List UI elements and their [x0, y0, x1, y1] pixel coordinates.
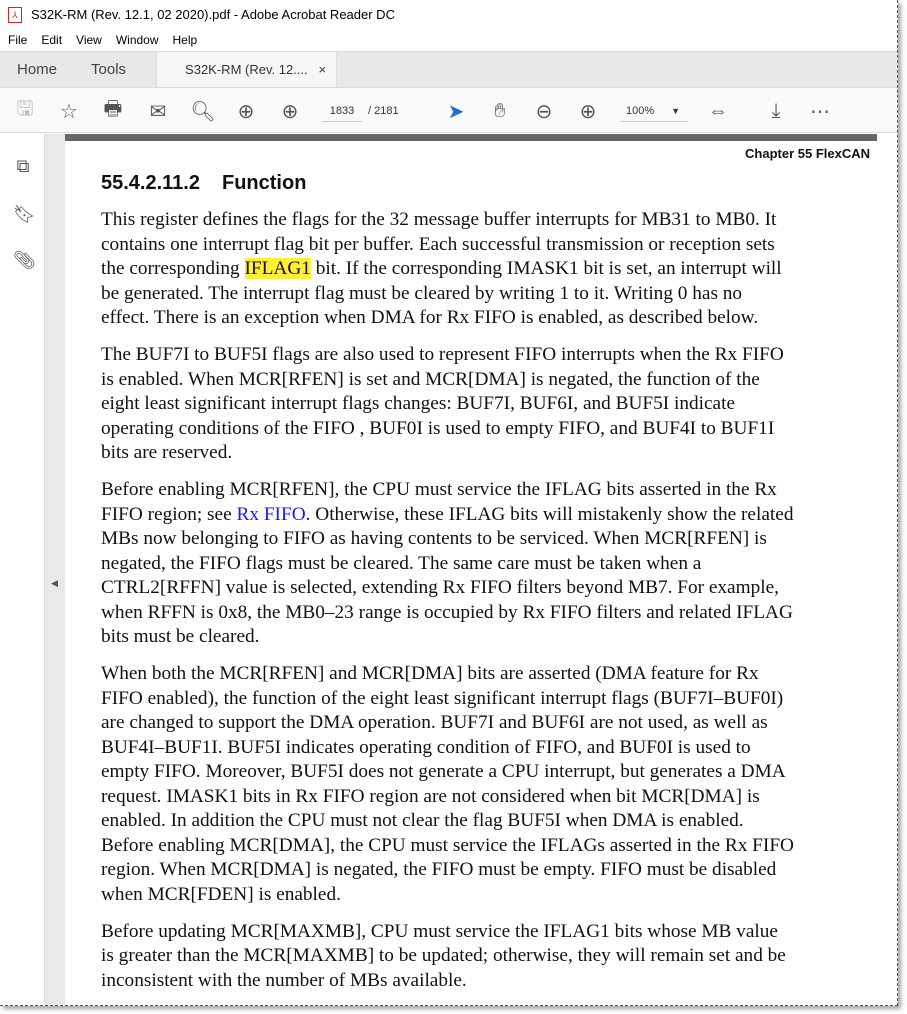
text-line	[101, 662, 891, 687]
text-line	[101, 625, 891, 650]
zoom-level-value: 100%	[626, 105, 655, 117]
text-line	[101, 883, 891, 908]
collapse-arrow-icon[interactable]: ◀	[51, 578, 58, 588]
select-cursor-icon[interactable]: ➤	[447, 100, 465, 123]
text-line	[101, 392, 891, 417]
text-line	[101, 944, 891, 969]
paragraph	[101, 920, 891, 994]
text: The BUF7I to BUF5I flags are also used to represent FIFO interrupts when the Rx FIFO	[101, 344, 784, 365]
toolbar	[0, 87, 897, 133]
text-line	[101, 711, 891, 736]
tab-tools[interactable]: Tools	[91, 61, 127, 78]
text-line	[101, 368, 891, 393]
scroll-mode-icon[interactable]: ⤓	[771, 99, 781, 122]
text-line	[101, 834, 891, 859]
text-line	[101, 441, 891, 466]
text-line	[101, 417, 891, 442]
text: operating conditions of the FIFO , BUF0I is used to empty FIFO, and BUF4I to BUF1I	[101, 417, 775, 439]
text: BUF4I–BUF1I. BUF5I indicates operating condition of FIFO, and BUF0I is used to	[101, 736, 751, 758]
chapter-header: Chapter 55 FlexCAN	[745, 146, 870, 161]
zoom-out-icon[interactable]: ⊖	[535, 100, 553, 123]
text: inconsistent with the number of MBs available.	[101, 969, 467, 991]
tab-home[interactable]: Home	[17, 61, 58, 78]
more-tools-icon[interactable]: ⋯	[810, 100, 830, 123]
text-line	[101, 736, 891, 761]
page-total: / 2181	[368, 105, 399, 117]
save-icon[interactable]: 🖫	[16, 98, 34, 120]
text: the corresponding	[101, 258, 245, 279]
paragraph	[101, 208, 891, 331]
text: bits must be cleared.	[101, 626, 260, 647]
menu-help[interactable]: Help	[172, 33, 198, 47]
page-header-bar	[65, 134, 877, 141]
text-line	[101, 478, 891, 503]
text: when MCR[FDEN] is enabled.	[101, 883, 341, 905]
text: Before enabling MCR[DMA], the CPU must service the IFLAGs asserted in the Rx FIFO	[101, 834, 794, 856]
text-line	[101, 527, 891, 552]
text: region. When MCR[DMA] is negated, the FIFO must be empty. FIFO must be disabled	[101, 859, 777, 880]
zoom-in-icon[interactable]: ⊕	[579, 100, 597, 123]
text: negated, the FIFO flags must be cleared. The same care must be taken when a	[101, 552, 702, 574]
section-title: Function	[221, 172, 307, 194]
text: bit. If the corresponding IMASK1 bit is set, an interrupt will	[310, 258, 782, 279]
fit-page-icon[interactable]: ⇔	[708, 99, 728, 122]
tab-bar	[0, 51, 897, 87]
text: request. IMASK1 bits in Rx FIFO region are not considered when bit MCR[DMA] is	[101, 785, 760, 807]
text: enabled. In addition the CPU must not clear the flag BUF5I when DMA is enabled.	[101, 810, 744, 831]
next-page-icon[interactable]: ⊕	[281, 100, 299, 123]
text-line	[101, 343, 891, 368]
chevron-down-icon: ▼	[671, 106, 680, 116]
text-line	[101, 503, 891, 528]
text: eight least significant interrupt flags changes: BUF7I, BUF6I, and BUF5I indicate	[101, 393, 736, 414]
text: CTRL2[RFFN] value is selected, extending Rx FIFO filters beyond MB7. For example,	[101, 577, 779, 598]
tab-document-label: S32K-RM (Rev. 12....	[185, 62, 308, 77]
page-number-input[interactable]: 1833	[322, 100, 362, 122]
bookmarks-icon[interactable]: 🔖︎	[13, 204, 36, 224]
attachments-icon[interactable]: 📎︎	[13, 250, 36, 270]
title-bar	[0, 0, 897, 29]
text-line	[101, 920, 891, 945]
menu-window[interactable]: Window	[115, 33, 159, 47]
navigation-pane	[0, 134, 45, 1006]
email-icon[interactable]: ✉	[149, 100, 167, 123]
text-line	[101, 785, 891, 810]
paragraph	[101, 478, 891, 650]
text: Before updating MCR[MAXMB], CPU must service the IFLAG1 bits whose MB value	[101, 920, 778, 942]
window-title: S32K-RM (Rev. 12.1, 02 2020).pdf - Adobe Acrobat Reader DC	[31, 7, 395, 22]
pane-collapse-strip[interactable]	[45, 134, 65, 1006]
text-line	[101, 208, 891, 233]
cross-reference-link[interactable]: Rx FIFO	[236, 503, 306, 525]
text-line	[101, 809, 891, 834]
text: FIFO enabled), the function of the eight least significant interrupt flags (BUF7I–BUF0I)	[101, 687, 784, 709]
text-line	[101, 552, 891, 577]
text: when RFFN is 0x8, the MB0–23 range is occupied by Rx FIFO filters and related IFLAG	[101, 601, 793, 623]
text-line	[101, 760, 891, 785]
bookmark-star-icon[interactable]: ☆	[60, 100, 78, 123]
text-line	[101, 576, 891, 601]
text: FIFO region; see	[101, 503, 237, 525]
search-icon[interactable]: 🔍︎	[190, 100, 216, 123]
text: bits are reserved.	[101, 442, 233, 463]
search-highlight: IFLAG1	[244, 258, 311, 279]
text-line	[101, 858, 891, 883]
tab-document[interactable]	[156, 52, 337, 87]
previous-page-icon[interactable]: ⊕	[237, 100, 255, 123]
text-line	[101, 687, 891, 712]
text-line	[101, 969, 891, 994]
print-icon[interactable]: 🖶	[103, 98, 123, 120]
menu-bar	[0, 29, 897, 51]
text: MBs now belonging to FIFO as having contents to be serviced. When MCR[RFEN] is	[101, 528, 767, 549]
text-line	[101, 601, 891, 626]
text: are changed to support the DMA operation. BUF7I and BUF6I are not used, as well as	[101, 712, 768, 733]
text: is enabled. When MCR[RFEN] is set and MCR[DMA] is negated, the function of the	[101, 368, 760, 390]
text-line	[101, 306, 891, 331]
text: effect. There is an exception when DMA for Rx FIFO is enabled, as described below.	[101, 307, 759, 328]
text: empty FIFO. Moreover, BUF5I does not generate a CPU interrupt, but generates a DMA	[101, 761, 786, 782]
zoom-level-select[interactable]	[620, 100, 688, 122]
text-line	[101, 282, 891, 307]
text: is greater than the MCR[MAXMB] to be updated; otherwise, they will remain set and be	[101, 945, 786, 966]
pdf-app-icon: ⅄	[8, 7, 22, 23]
paragraph	[101, 343, 891, 466]
section-heading	[101, 172, 306, 195]
section-number: 55.4.2.11.2	[101, 172, 200, 194]
text: When both the MCR[RFEN] and MCR[DMA] bits are asserted (DMA feature for Rx	[101, 663, 759, 684]
close-tab-icon[interactable]: ×	[318, 62, 327, 77]
text: This register defines the flags for the 32 message buffer interrupts for MB31 to MB0. It	[101, 209, 777, 230]
menu-edit[interactable]: Edit	[41, 33, 63, 47]
page-body	[101, 208, 891, 1006]
paragraph	[101, 662, 891, 907]
menu-file[interactable]: File	[8, 33, 28, 47]
text: be generated. The interrupt flag must be cleared by writing 1 to it. Writing 0 has no	[101, 282, 743, 304]
text: Before enabling MCR[RFEN], the CPU must service the IFLAG bits asserted in the Rx	[101, 479, 777, 500]
hand-tool-icon[interactable]: ✋︎	[494, 99, 506, 122]
text-line	[101, 257, 891, 282]
text: . Otherwise, these IFLAG bits will mistakenly show the related	[305, 503, 794, 525]
text: contains one interrupt flag bit per buffer. Each successful transmission or reception sets	[101, 233, 775, 255]
page-thumbnails-icon[interactable]: ⧉	[16, 156, 30, 176]
menu-view[interactable]: View	[76, 33, 102, 47]
pdf-page	[65, 134, 890, 1006]
text-line	[101, 233, 891, 258]
